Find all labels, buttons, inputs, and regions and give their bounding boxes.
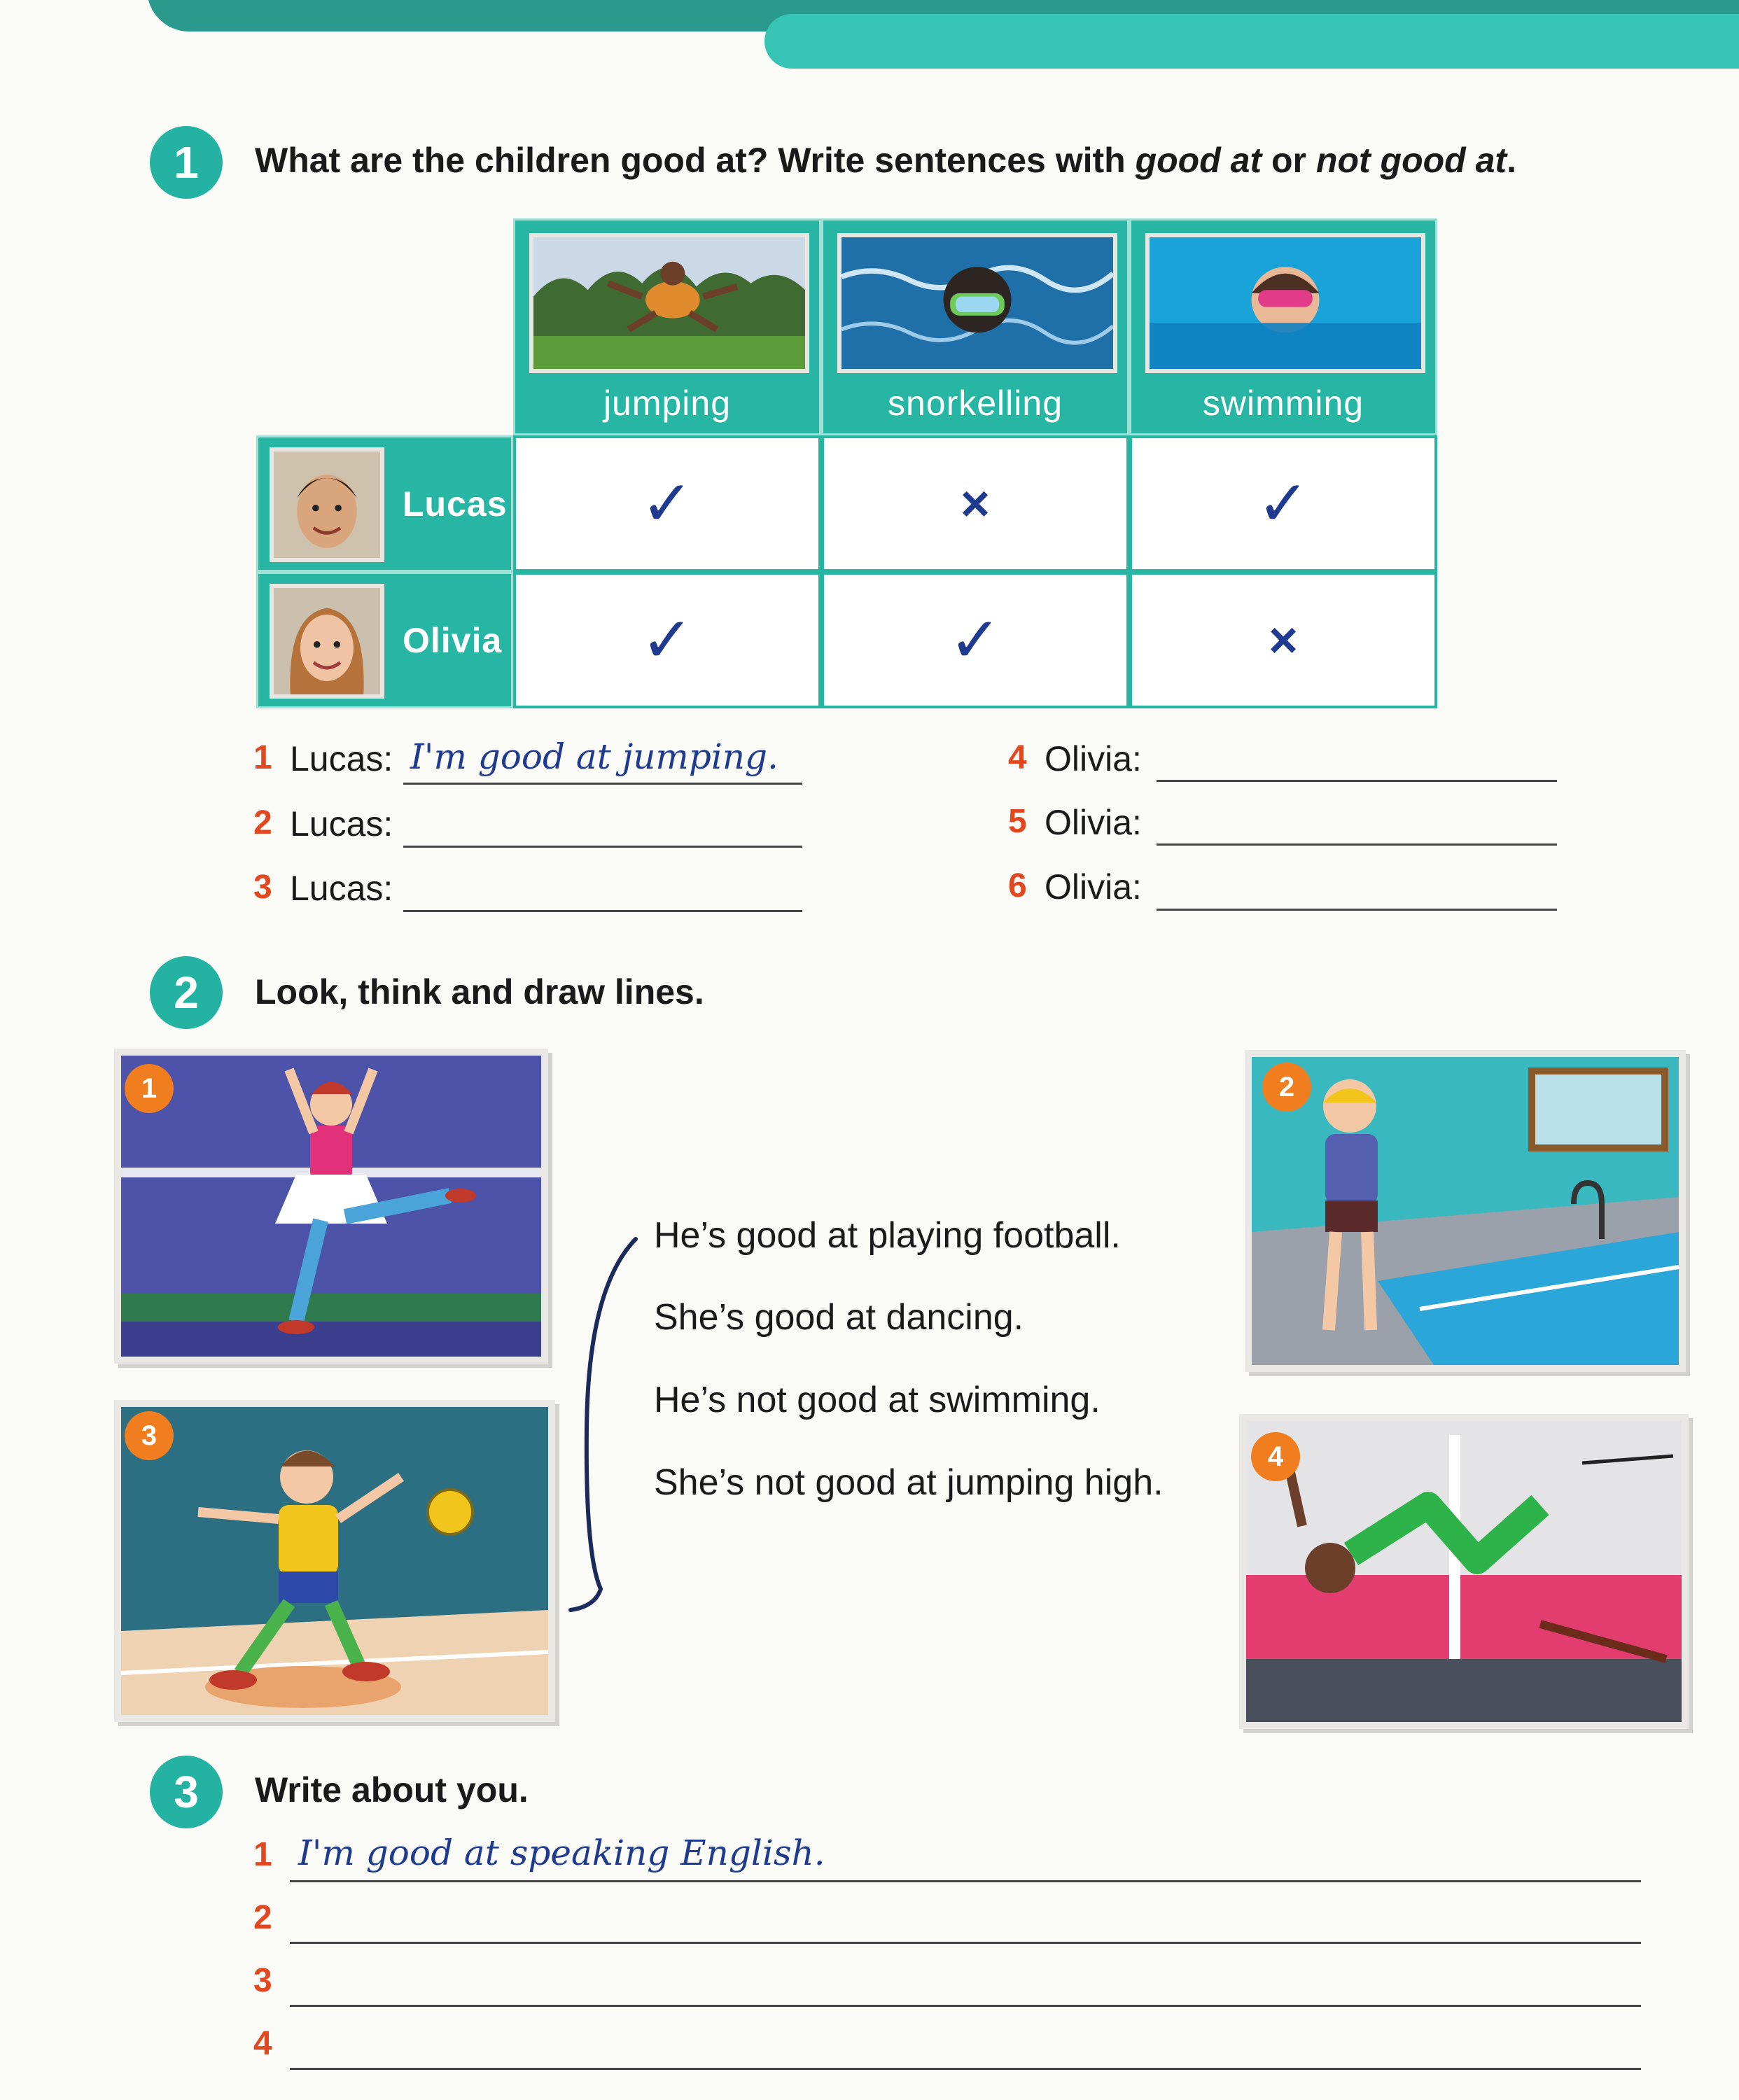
picture-4-high-jumper	[1239, 1414, 1689, 1729]
sentence-option[interactable]: He’s good at playing football.	[654, 1215, 1121, 1256]
sentence-option[interactable]: She’s not good at jumping high.	[654, 1462, 1164, 1503]
child-name: Lucas	[403, 484, 508, 524]
line-number: 1	[253, 1836, 272, 1873]
drawn-connecting-line	[560, 1232, 644, 1624]
answer-number: 3	[253, 869, 272, 906]
picture-1-dancer	[114, 1049, 548, 1364]
line-text: I'm good at speaking English.	[298, 1833, 825, 1873]
child-row-header-lucas	[256, 435, 513, 572]
cross-mark: ×	[960, 475, 991, 532]
answer-label: Lucas:	[290, 739, 393, 778]
answer-label: Olivia:	[1045, 803, 1142, 842]
exercise-2-title: Look, think and draw lines.	[255, 972, 704, 1011]
check-mark: ✓	[1257, 469, 1310, 539]
line-number: 4	[253, 2025, 272, 2062]
sentence-option[interactable]: She’s good at dancing.	[654, 1297, 1024, 1338]
answer-line-4[interactable]	[1157, 780, 1557, 782]
activity-header-snorkelling	[821, 218, 1129, 435]
write-line-1[interactable]	[290, 1880, 1641, 1882]
answer-number: 2	[253, 804, 272, 841]
jumping-photo	[529, 233, 809, 373]
answer-line-3[interactable]	[403, 910, 802, 912]
header-band-light	[764, 14, 1739, 69]
child-name: Olivia	[403, 621, 503, 660]
write-line-2[interactable]	[290, 1942, 1641, 1944]
picture-badge: 2	[1262, 1063, 1311, 1112]
activity-label: swimming	[1202, 384, 1364, 423]
exercise-1-number: 1	[150, 126, 223, 199]
sentence-option[interactable]: He’s not good at swimming.	[654, 1380, 1101, 1420]
exercise-2-number: 2	[150, 956, 223, 1029]
mark-cell	[1129, 572, 1437, 708]
answer-text: I'm good at jumping.	[410, 736, 778, 777]
check-mark: ✓	[949, 606, 1002, 676]
activity-label: snorkelling	[887, 384, 1063, 423]
line-number: 3	[253, 1962, 272, 1999]
answer-label: Olivia:	[1045, 739, 1142, 778]
snorkelling-photo	[837, 233, 1117, 373]
answer-line-6[interactable]	[1157, 909, 1557, 911]
activity-label: jumping	[603, 384, 732, 423]
lucas-photo	[270, 447, 384, 562]
child-row-header-olivia	[256, 572, 513, 708]
picture-badge: 3	[125, 1411, 174, 1460]
picture-badge: 1	[125, 1064, 174, 1113]
answer-number: 5	[1008, 803, 1027, 840]
answer-line-5[interactable]	[1157, 844, 1557, 846]
swimming-photo	[1145, 233, 1425, 373]
picture-2-swimmer	[1245, 1050, 1686, 1372]
activity-header-swimming	[1129, 218, 1437, 435]
answer-label: Olivia:	[1045, 867, 1142, 906]
cross-mark: ×	[1268, 612, 1299, 668]
exercise-1-title: What are the children good at? Write sentences with good at or not good at.	[255, 141, 1516, 180]
check-mark: ✓	[641, 606, 694, 676]
answer-line-2[interactable]	[403, 846, 802, 848]
answer-number: 4	[1008, 739, 1027, 776]
answer-label: Lucas:	[290, 804, 393, 844]
mark-cell	[821, 435, 1129, 572]
picture-badge: 4	[1251, 1432, 1300, 1481]
mark-cell	[1129, 435, 1437, 572]
line-number: 2	[253, 1899, 272, 1936]
activity-header-jumping	[513, 218, 821, 435]
answer-label: Lucas:	[290, 869, 393, 908]
answer-number: 6	[1008, 867, 1027, 904]
answer-number: 1	[253, 739, 272, 776]
mark-cell	[821, 572, 1129, 708]
write-line-3[interactable]	[290, 2005, 1641, 2007]
check-mark: ✓	[641, 469, 694, 539]
mark-cell	[513, 435, 821, 572]
exercise-3-number: 3	[150, 1756, 223, 1828]
mark-cell	[513, 572, 821, 708]
answer-line-1[interactable]	[403, 783, 802, 785]
olivia-photo	[270, 584, 384, 699]
exercise-3-title: Write about you.	[255, 1770, 529, 1809]
write-line-4[interactable]	[290, 2068, 1641, 2070]
picture-3-footballer	[114, 1400, 555, 1722]
